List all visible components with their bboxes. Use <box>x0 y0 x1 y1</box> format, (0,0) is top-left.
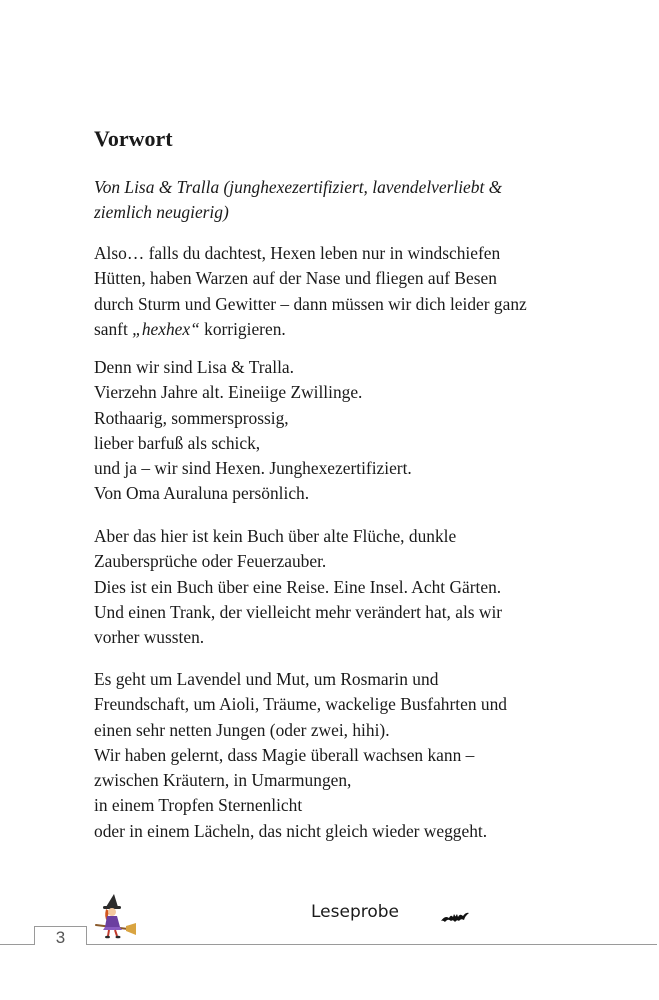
foreword-subtitle <box>94 175 594 226</box>
text-line: zwischen Kräutern, in Umarmungen, <box>94 770 352 791</box>
text-line: Freundschaft, um Aioli, Träume, wackelige Busfahrten und <box>94 694 507 715</box>
paragraph-themes <box>94 667 594 844</box>
text-line: vorher wussten. <box>94 627 205 648</box>
text-line: durch Sturm und Gewitter – dann müssen wir dich leider ganz <box>94 293 527 314</box>
footer-rule <box>87 944 657 945</box>
text-line: Hütten, haben Warzen auf der Nase und fliegen auf Besen <box>94 268 497 289</box>
text-line: Zaubersprüche oder Feuerzauber. <box>94 551 327 572</box>
paragraph-book-topic <box>94 524 594 650</box>
text-line: einen sehr netten Jungen (oder zwei, hihi). <box>94 719 390 740</box>
paragraph-intro <box>94 241 594 342</box>
text-line: oder in einem Lächeln, das nicht gleich wieder weggeht. <box>94 820 488 841</box>
witch-on-broom-icon <box>92 893 136 939</box>
text-line: lieber barfuß als schick, <box>94 432 261 453</box>
text-line: Es geht um Lavendel und Mut, um Rosmarin und <box>94 669 439 689</box>
text-fragment: korrigieren. <box>199 318 286 339</box>
text-line: Und einen Trank, der vielleicht mehr verändert hat, als wir <box>94 601 503 622</box>
text-line: Vierzehn Jahre alt. Eineiige Zwillinge. <box>94 382 363 403</box>
footer-label: Leseprobe <box>311 902 400 922</box>
text-line: Von Oma Auraluna persönlich. <box>94 483 310 504</box>
text-line: Aber das hier ist kein Buch über alte Flüche, dunkle <box>94 526 457 546</box>
subtitle-line: Von Lisa & Tralla (junghexezertifiziert, lavendelverliebt & <box>94 177 503 197</box>
text-line: Also… falls du dachtest, Hexen leben nur in windschiefen <box>94 243 501 263</box>
text-line <box>94 317 594 342</box>
text-line: Dies ist ein Buch über eine Reise. Eine Insel. Acht Gärten. <box>94 576 502 597</box>
paragraph-introduction-twins <box>94 355 594 507</box>
text-line: und ja – wir sind Hexen. Junghexezertifiziert. <box>94 458 412 479</box>
page-title: Vorwort <box>94 126 173 151</box>
hexhex-emphasis: „hexhex“ <box>132 318 200 339</box>
text-line: in einem Tropfen Sternenlicht <box>94 795 303 816</box>
text-line: Rothaarig, sommersprossig, <box>94 407 289 428</box>
page-number: 3 <box>55 928 66 947</box>
subtitle-line: ziemlich neugierig) <box>94 202 229 223</box>
text-line: Denn wir sind Lisa & Tralla. <box>94 357 294 377</box>
footer-rule <box>0 944 34 945</box>
text-fragment: sanft <box>94 318 133 339</box>
bat-icon <box>440 909 470 925</box>
text-line: Wir haben gelernt, dass Magie überall wachsen kann – <box>94 744 475 765</box>
